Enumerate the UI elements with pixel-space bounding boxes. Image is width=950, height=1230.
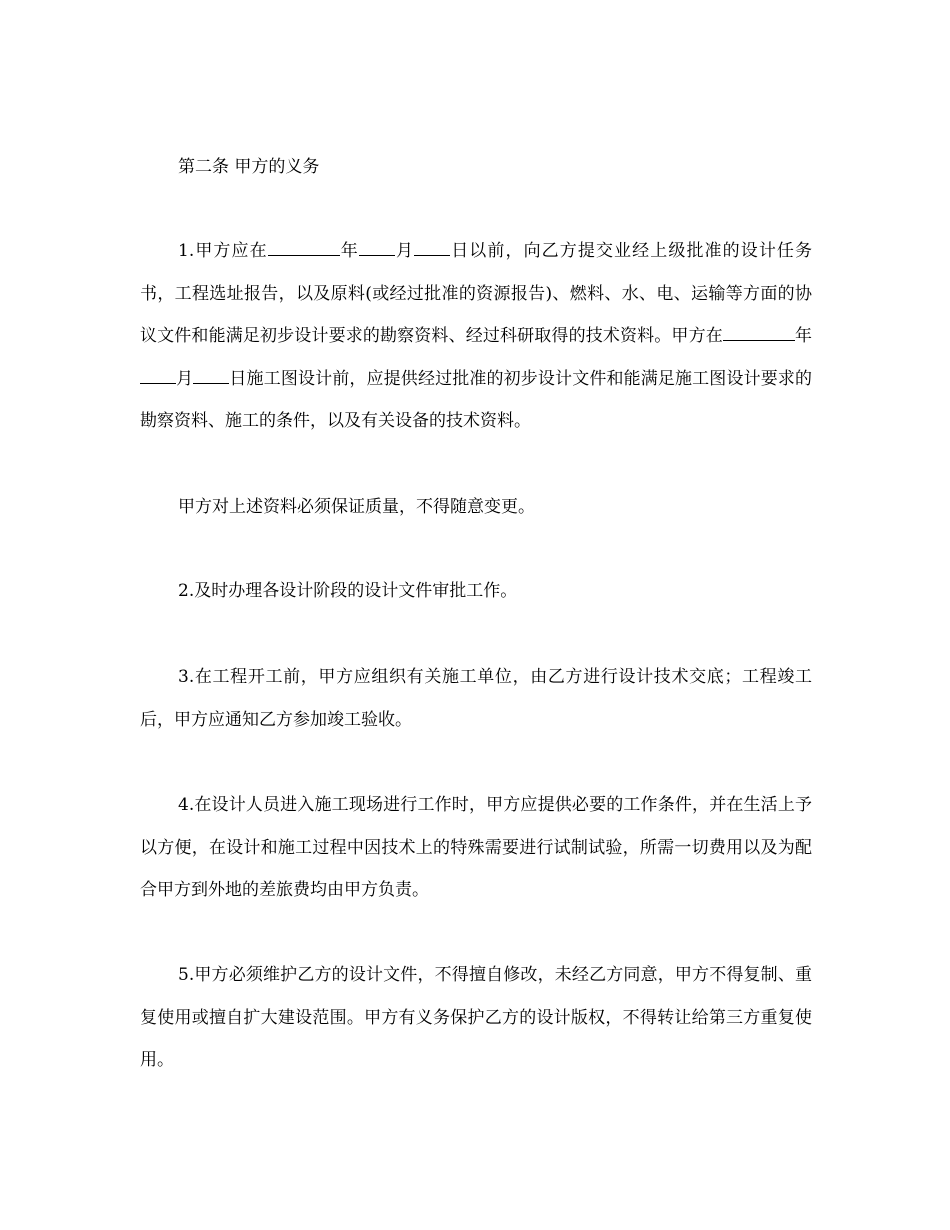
year-blank-2 bbox=[723, 325, 795, 341]
month-blank-2 bbox=[140, 367, 176, 383]
day-blank-2 bbox=[193, 367, 229, 383]
clause-3: 3.在工程开工前，甲方应组织有关施工单位，由乙方进行设计技术交底；工程竣工后，甲方应通知乙方参加竣工验收。 bbox=[140, 667, 812, 730]
clause-1-part-b: 日以前，向乙方提交业经上级批准的设计任务书，工程选址报告，以及原料(或经过批准的资源报告)、燃料、水、电、运输等方面的协议文件和能满足初步设计要求的勘察资料、经过科研取得的技术资料。甲方在 bbox=[140, 241, 813, 346]
month-label-2: 月 bbox=[176, 368, 194, 389]
clause-2: 2.及时办理各设计阶段的设计文件审批工作。 bbox=[178, 581, 518, 601]
clause-4: 4.在设计人员进入施工现场进行工作时，甲方应提供必要的工作条件，并在生活上予以方便，在设计和施工过程中因技术上的特殊需要进行试制试验，所需一切费用以及为配合甲方到外地的差旅费均由甲方负责。 bbox=[140, 795, 812, 900]
quality-note: 甲方对上述资料必须保证质量，不得随意变更。 bbox=[178, 497, 535, 517]
year-label: 年 bbox=[339, 241, 359, 261]
clause-1-part-a: 1.甲方应在 bbox=[178, 241, 268, 261]
month-label: 月 bbox=[394, 241, 415, 261]
day-blank bbox=[414, 240, 450, 256]
year-blank bbox=[268, 240, 340, 256]
year-label-2: 年 bbox=[794, 326, 813, 346]
clause-1-part-c: 日施工图设计前，应提供经过批准的初步设计文件和能满足施工图设计要求的勘察资料、施工的条件，以及有关设备的技术资料。 bbox=[140, 368, 813, 431]
clause-1 bbox=[140, 230, 812, 443]
clause-5: 5.甲方必须维护乙方的设计文件，不得擅自修改，未经乙方同意，甲方不得复制、重复使用或擅自扩大建设范围。甲方有义务保护乙方的设计版权，不得转让给第三方重复使用。 bbox=[140, 965, 812, 1070]
month-blank bbox=[359, 240, 395, 256]
article-heading: 第二条 甲方的义务 bbox=[178, 157, 320, 177]
